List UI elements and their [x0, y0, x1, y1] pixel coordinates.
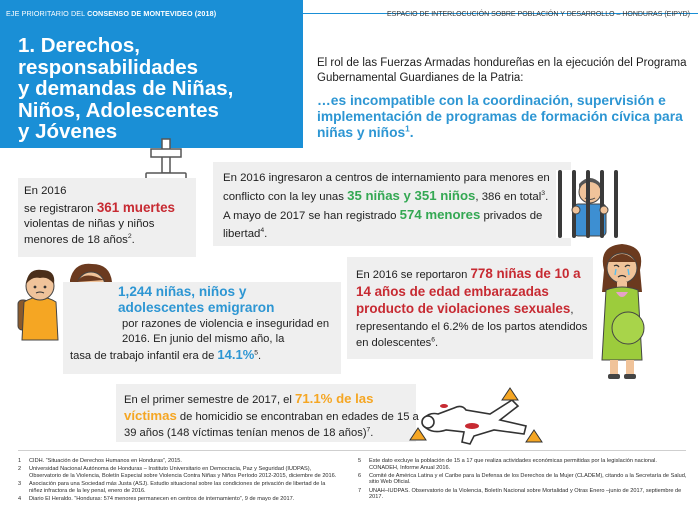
- footnote: 1 CIDH. “Situación de Derechos Humanos en Honduras”, 2015.: [18, 458, 182, 464]
- prisoner-icon: [552, 168, 628, 240]
- crime-scene-body-icon: [408, 378, 548, 450]
- migration-headline: 1,244 niñas, niños y adolescentes emigraron: [118, 284, 275, 315]
- footnote: 2 Universidad Nacional Autónoma de Honduras – Instituto Universitario en Democracia, Paz y Seguridad (IUDPAS), Observatorio de la Violencia, Boletín Especial sobre Violencia Contra Niñas y Niños Período 2012-2015, diciembre de 2016.: [18, 466, 337, 479]
- title-line: responsabilidades: [18, 55, 199, 79]
- child-labor-text: tasa de trabajo infantil era de 14.1%$^5$.: [70, 347, 262, 362]
- footnote: 7 UNAH–IUDPAS. Observatorio de la Violencia, Boletín Nacional sobre Mortalidad y Otras Enero –junio de 2017, septiembre de 2017.: [358, 487, 682, 501]
- armed-forces-intro: El rol de las Fuerzas Armadas hondureñas en la ejecución del Programa Gubernamental Guardianes de la Patria:: [317, 57, 687, 84]
- crying-girl-icon: [592, 240, 652, 380]
- homicide-rate: 71.1% de las víctimas: [124, 391, 374, 423]
- armed-forces-quote: …es incompatible con la coordinación, supervisión e implementación de programas de formación cívica para niñas y niños$^1$.: [317, 93, 683, 140]
- deaths-count: 361 muertes: [96, 199, 175, 215]
- page-title: [18, 35, 298, 143]
- title-line: y demandas de Niñas,: [18, 77, 234, 100]
- child-labor-rate: 14.1%: [217, 347, 255, 362]
- deprived-count: 574 menores: [399, 207, 481, 222]
- internment-count: 35 niñas y 351 niños: [347, 188, 476, 203]
- pregnancy-text: En 2016 se reportaron 778 niñas de 10 a 14 años de edad embarazadas producto de violaciones sexuales, representando el 6.2% de los partos atendidos en dolescentes$^6$.: [356, 266, 588, 349]
- pregnancy-card: [347, 257, 593, 359]
- homicide-text: En el primer semestre de 2017, el 71.1% de las víctimas de homicidio se encontraban en edades de 15 a 39 años (148 víctimas tenían menos de 18 años)$^7$.: [124, 391, 419, 439]
- footnotes-divider: [18, 450, 686, 451]
- footnotes-left: [18, 458, 338, 504]
- armed-forces-section: [303, 40, 698, 148]
- header-left-label: EJE PRIORITARIO DEL CONSENSO DE MONTEVIDEO (2018): [6, 9, 217, 18]
- internment-text: En 2016 ingresaron a centros de internamiento para menores en conflicto con la ley unas 35 niñas y 351 niños, 386 en total$^3$. A mayo de 2017 se han registrado 574 menores privados de libertad$^4$.: [223, 172, 550, 240]
- migration-text: por razones de violencia e inseguridad en 2016. En junio del mismo año, la: [122, 318, 330, 345]
- internment-card: [213, 162, 571, 246]
- deaths-text: En 2016 se registraron 361 muertes violentas de niñas y niños menores de 18 años$^2$.: [24, 185, 175, 246]
- footnotes-right: [358, 458, 688, 502]
- footnote: 5 Este dato excluye la población de 15 a 17 que realiza actividades económicas permitidas por la legislación nacional. CONADEH, Informe Anual 2016.: [358, 458, 657, 471]
- title-line: Niños, Adolescentes: [18, 98, 219, 122]
- footnote: 6 Comité de América Latina y el Caribe para la Defensa de los Derechos de la Mujer (CLADEM), citando a la Secretaría de Salud, sitio Web Oficial.: [358, 472, 687, 486]
- title-line: y Jóvenes: [18, 120, 118, 143]
- title-line: 1. Derechos,: [18, 34, 140, 57]
- footnote: 4 Diario El Heraldo. “Honduras: 574 menores permanecen en centros de internamiento”, 9 de mayo de 2017.: [18, 495, 295, 502]
- header-right-label: ESPACIO DE INTERLOCUCIÓN SOBRE POBLACIÓN Y DESARROLLO – HONDURAS (EIPYD): [386, 11, 690, 18]
- deaths-card: [18, 178, 196, 257]
- pregnancy-count: 778 niñas de 10 a 14 años de edad embarazadas producto de violaciones sexuales: [356, 266, 581, 316]
- footnote: 3 Asociación para una Sociedad más Justa (ASJ). Estudio situacional sobre las condiciones de privación de libertad de la niñez infractora de la ley penal, enero de 2016.: [18, 480, 326, 494]
